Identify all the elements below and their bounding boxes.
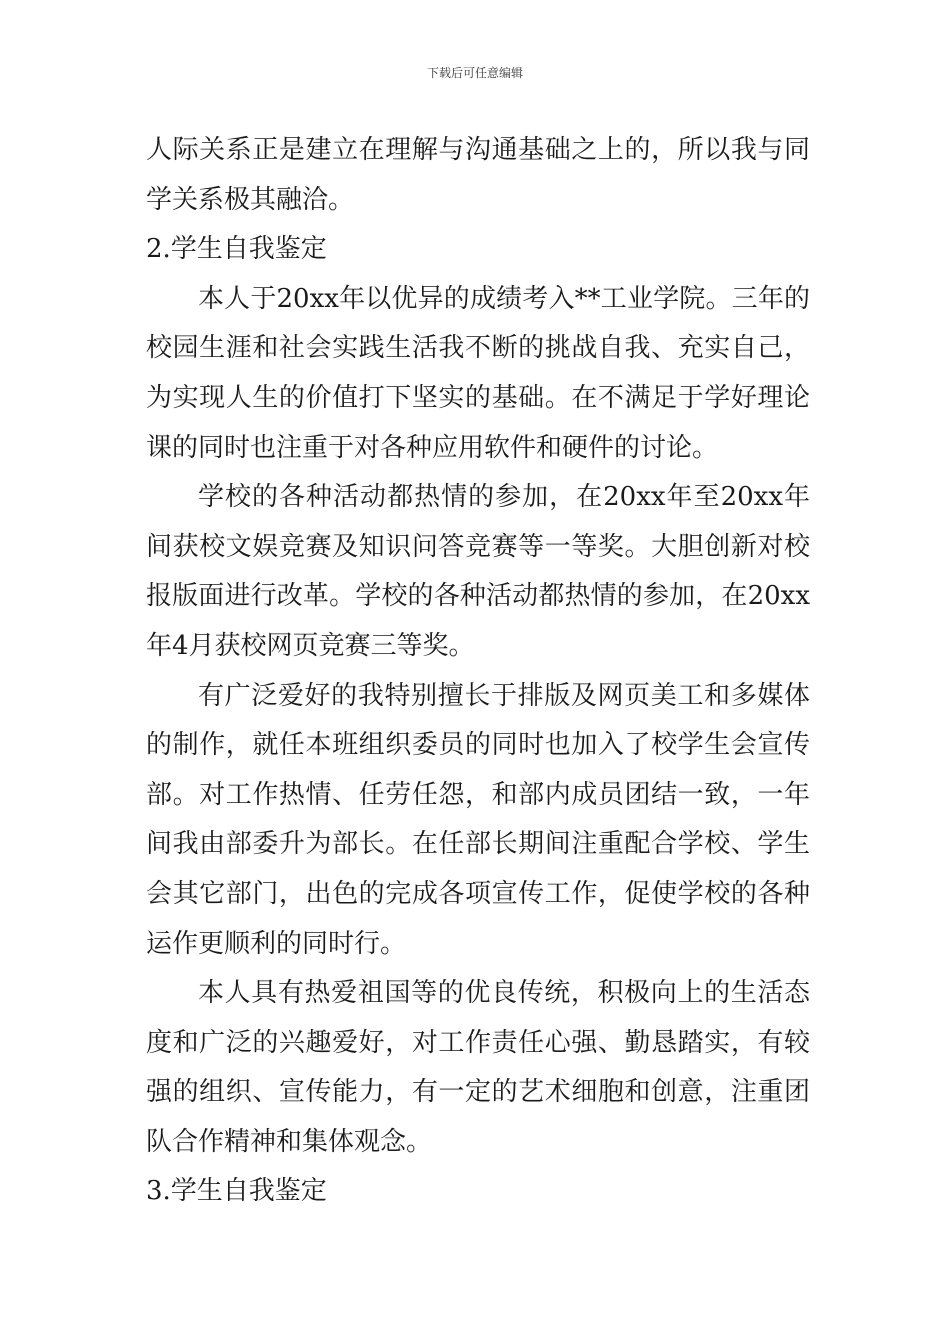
section-heading-3: 3.学生自我鉴定 (146, 1176, 327, 1207)
section-heading-2: 2.学生自我鉴定 (146, 234, 327, 265)
document-body (146, 126, 810, 1217)
paragraph-1: 本人于20xx年以优异的成绩考入**工业学院。三年的校园生涯和社会实践生活我不断的挑战自我、充实自己，为实现人生的价值打下坚实的基础。在不满足于学好理论课的同时也注重于对各种应用软件和硬件的讨论。 (146, 283, 810, 463)
paragraph-3: 有广泛爱好的我特别擅长于排版及网页美工和多媒体的制作，就任本班组织委员的同时也加入了校学生会宣传部。对工作热情、任劳任怨，和部内成员团结一致，一年间我由部委升为部长。在任部长期间注重配合学校、学生会其它部门，出色的完成各项宣传工作，促使学校的各种运作更顺利的同时行。 (146, 680, 810, 959)
paragraph-4: 本人具有热爱祖国等的优良传统，积极向上的生活态度和广泛的兴趣爱好，对工作责任心强、勤恳踏实，有较强的组织、宣传能力，有一定的艺术细胞和创意，注重团队合作精神和集体观念。 (146, 978, 810, 1157)
page-header-watermark: 下载后可任意编辑 (426, 66, 523, 80)
paragraph-continuation: 人际关系正是建立在理解与沟通基础之上的，所以我与同学关系极其融洽。 (146, 135, 810, 215)
paragraph-2: 学校的各种活动都热情的参加，在20xx年至20xx年间获校文娱竞赛及知识问答竞赛等一等奖。大胆创新对校报版面进行改革。学校的各种活动都热情的参加，在20xx年4月获校网页竞赛三等奖。 (146, 482, 810, 661)
